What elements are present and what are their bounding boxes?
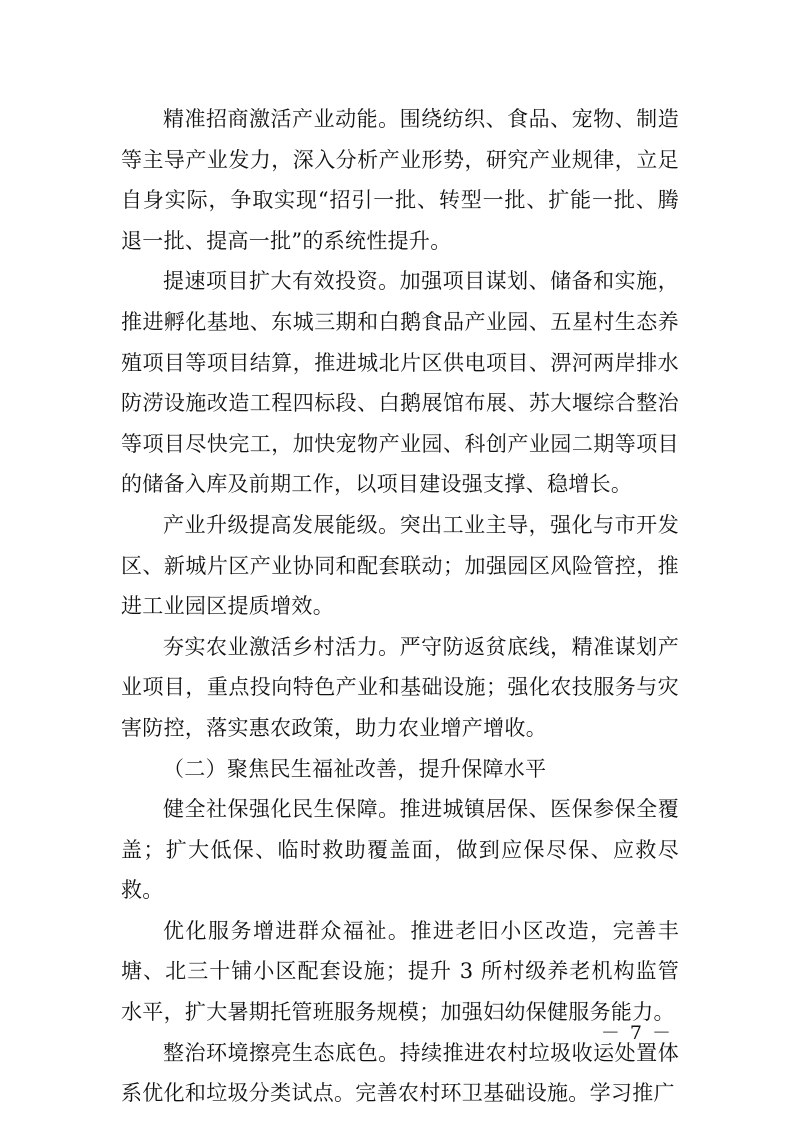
paragraph-social-security: 健全社保强化民生保障。推进城镇居保、医保参保全覆盖；扩大低保、临时救助覆盖面，做到应保尽保、应救尽救。 xyxy=(121,797,679,903)
paragraph-environment: 整治环境擦亮生态底色。持续推进农村垃圾收运处置体系优化和垃圾分类试点。完善农村环卫基础设施。学习推广 xyxy=(121,1040,679,1106)
body-text xyxy=(121,99,679,1114)
paragraph-project-investment: 提速项目扩大有效投资。加强项目谋划、储备和实施，推进孵化基地、东城三期和白鹅食品产业园、五星村生态养殖项目等项目结算，推进城北片区供电项目、淠河两岸排水防涝设施改造工程四标段、白鹅展馆布展、苏大堰综合整治等项目尽快完工，加快宠物产业园、科创产业园二期等项目的储备入库及前期工作，以项目建设强支撑、稳增长。 xyxy=(121,269,679,497)
section-heading-livelihood: （二）聚焦民生福祉改善，提升保障水平 xyxy=(163,756,547,781)
paragraph-investment-attraction: 精准招商激活产业动能。围绕纺织、食品、宠物、制造等主导产业发力，深入分析产业形势，研究产业规律，立足自身实际，争取实现“招引一批、转型一批、扩能一批、腾退一批、提高一批”的系统性提升。 xyxy=(121,107,679,253)
paragraph-services: 优化服务增进群众福祉。推进老旧小区改造，完善丰塘、北三十铺小区配套设施；提升 3 所村级养老机构监管水平，扩大暑期托管班服务规模；加强妇幼保健服务能力。 xyxy=(121,918,679,1025)
paragraph-agriculture: 夯实农业激活乡村活力。严守防返贫底线，精准谋划产业项目，重点投向特色产业和基础设施；强化农技服务与灾害防控，落实惠农政策，助力农业增产增收。 xyxy=(121,634,679,740)
page-number: － 7 － xyxy=(600,1022,673,1044)
paragraph-industry-upgrade: 产业升级提高发展能级。突出工业主导，强化与市开发区、新城片区产业协同和配套联动；加强园区风险管控，推进工业园区提质增效。 xyxy=(121,512,679,619)
